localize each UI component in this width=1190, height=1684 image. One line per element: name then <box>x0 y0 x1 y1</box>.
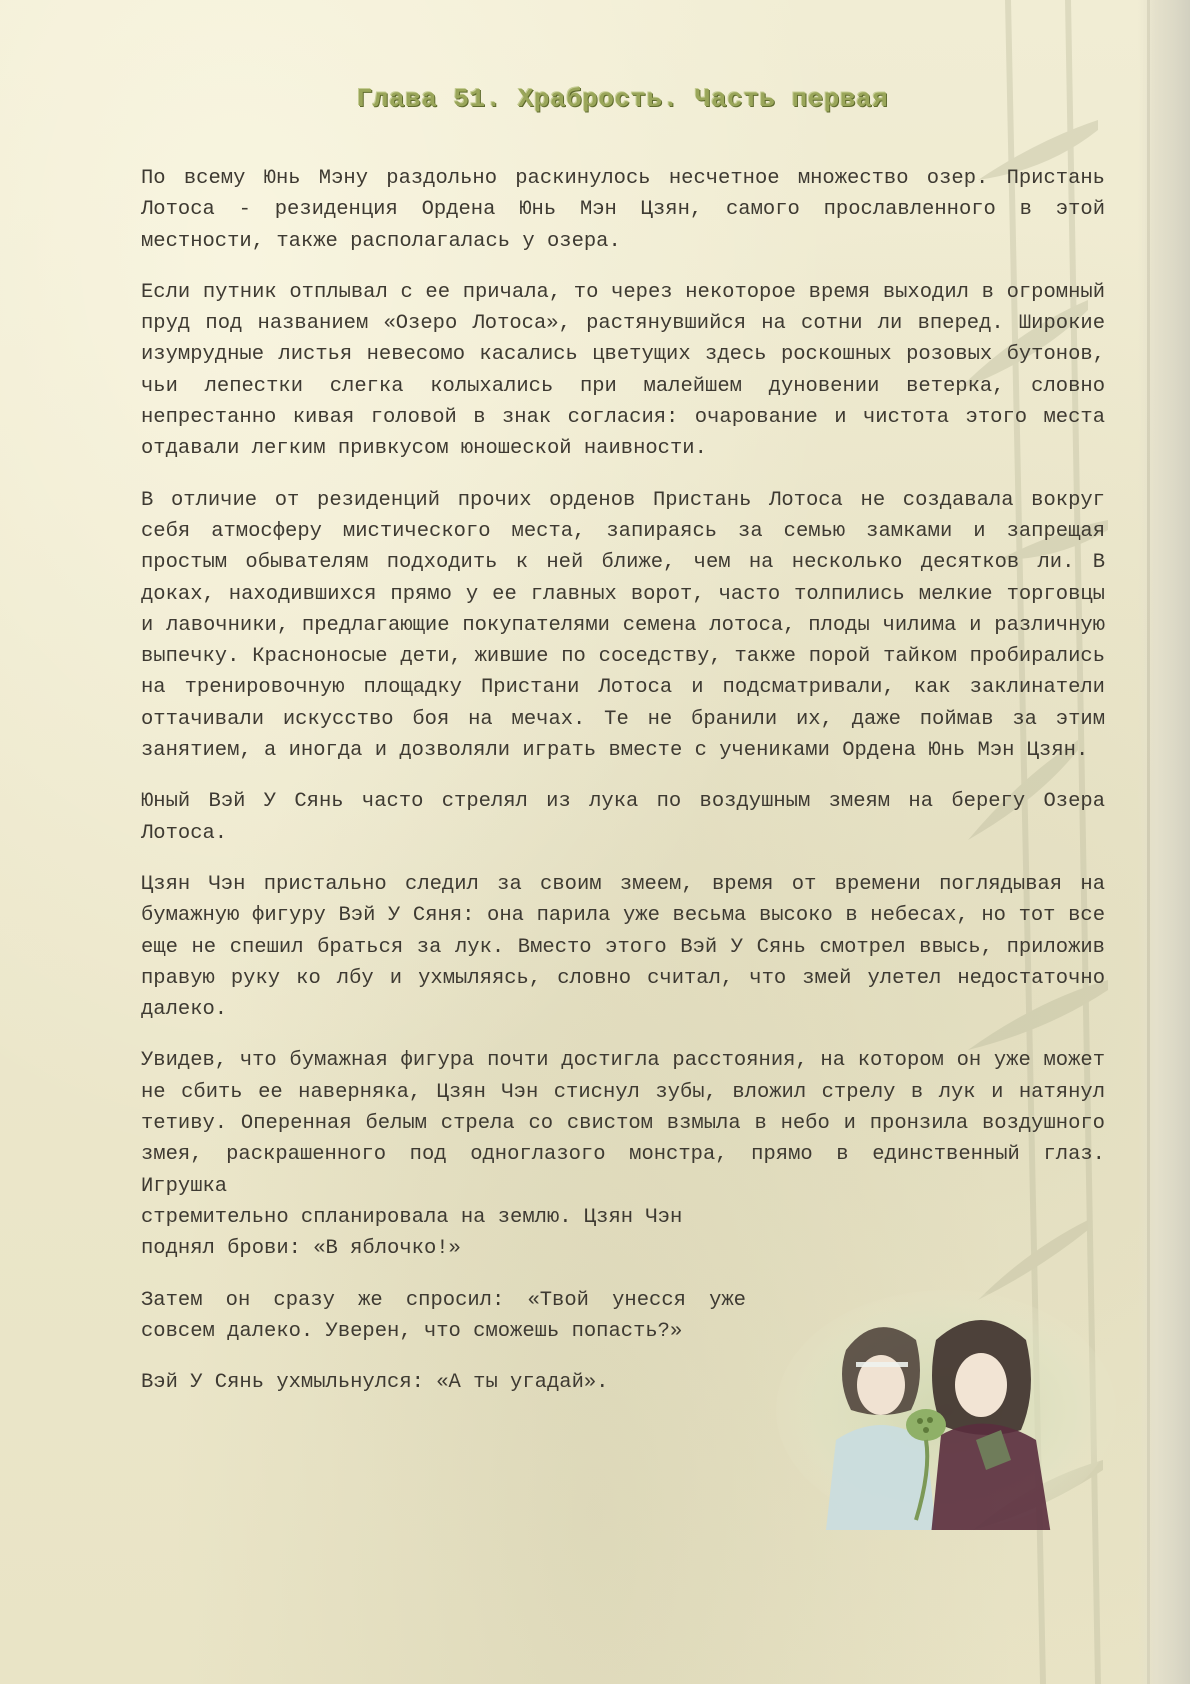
paragraph-6-continued: стремительно спланировала на землю. Цзян Чэн поднял брови: «В яблочко!» <box>141 1205 683 1261</box>
chapter-title: Глава 51. Храбрость. Часть первая <box>356 84 889 114</box>
paragraph-2: Если путник отплывал с ее причала, то через некоторое время выходил в огромный пруд под названием «Озеро Лотоса», растянувшийся на сотни ли вперед. Широкие изумрудные листья невесомо касались цветущих здесь роскошных розовых бутонов, чьи лепестки слегка колыхались при малейшем дуновении ветерка, словно непрестанно кивая головой в знак согласия: очарование и чистота этого места отдавали легким привкусом юношеской наивности. <box>141 280 1105 461</box>
paragraph-1: По всему Юнь Мэну раздольно раскинулось несчетное множество озер. Пристань Лотоса - резиденция Ордена Юнь Мэн Цзян, самого прославленного в этой местности, также располагалась у озера. <box>141 167 1105 253</box>
paragraph-4: Юный Вэй У Сянь часто стрелял из лука по воздушным змеям на берегу Озера Лотоса. <box>141 790 1105 845</box>
paragraph-8: Вэй У Сянь ухмыльнулся: «А ты угадай». <box>141 1371 609 1395</box>
paragraph-5: Цзян Чэн пристально следил за своим змеем, время от времени поглядывая на бумажную фигуру Вэй У Сяня: она парила уже весьма высоко в небесах, но тот все еще не спешил браться за лук. Вместо этого Вэй У Сянь смотрел ввысь, приложив правую руку ко лбу и ухмыляясь, словно считал, что змей улетел недостаточно далеко. <box>141 872 1105 1022</box>
paragraph-3: В отличие от резиденций прочих орденов Пристань Лотоса не создавала вокруг себя атмосферу мистического места, запираясь за семью замками и запрещая простым обывателям подходить к ней ближе, чем на несколько десятков ли. В доках, находившихся прямо у ее главных ворот, часто толпились мелкие торговцы и лавочники, предлагающие покупателями семена лотоса, плоды чилима и различную выпечку. Красноносые дети, жившие по соседству, также порой тайком пробирались на тренировочную площадку Пристани Лотоса и подсматривали, как заклинатели оттачивали искусство боя на мечах. Те не бранили их, даже поймав за этим занятием, а иногда и дозволяли играть вместе с учениками Ордена Юнь Мэн Цзян. <box>141 488 1105 763</box>
paragraph-7: Затем он сразу же спросил: «Твой унесся уже совсем далеко. Уверен, что сможешь попасть?» <box>141 1288 746 1343</box>
page-edge-line <box>1147 0 1150 1684</box>
page-edge-strip <box>1138 0 1190 1684</box>
characters-illustration <box>776 1290 1116 1530</box>
paragraph-6: Увидев, что бумажная фигура почти достигла расстояния, на котором он уже может не сбить ее наверняка, Цзян Чэн стиснул зубы, вложил стрелу в лук и натянул тетиву. Оперенная белым стрела со свистом взмыла в небо и пронзила воздушного змея, раскрашенного под одноглазого монстра, прямо в единственный глаз. Игрушка <box>141 1049 1105 1198</box>
chapter-body <box>141 163 1105 1418</box>
